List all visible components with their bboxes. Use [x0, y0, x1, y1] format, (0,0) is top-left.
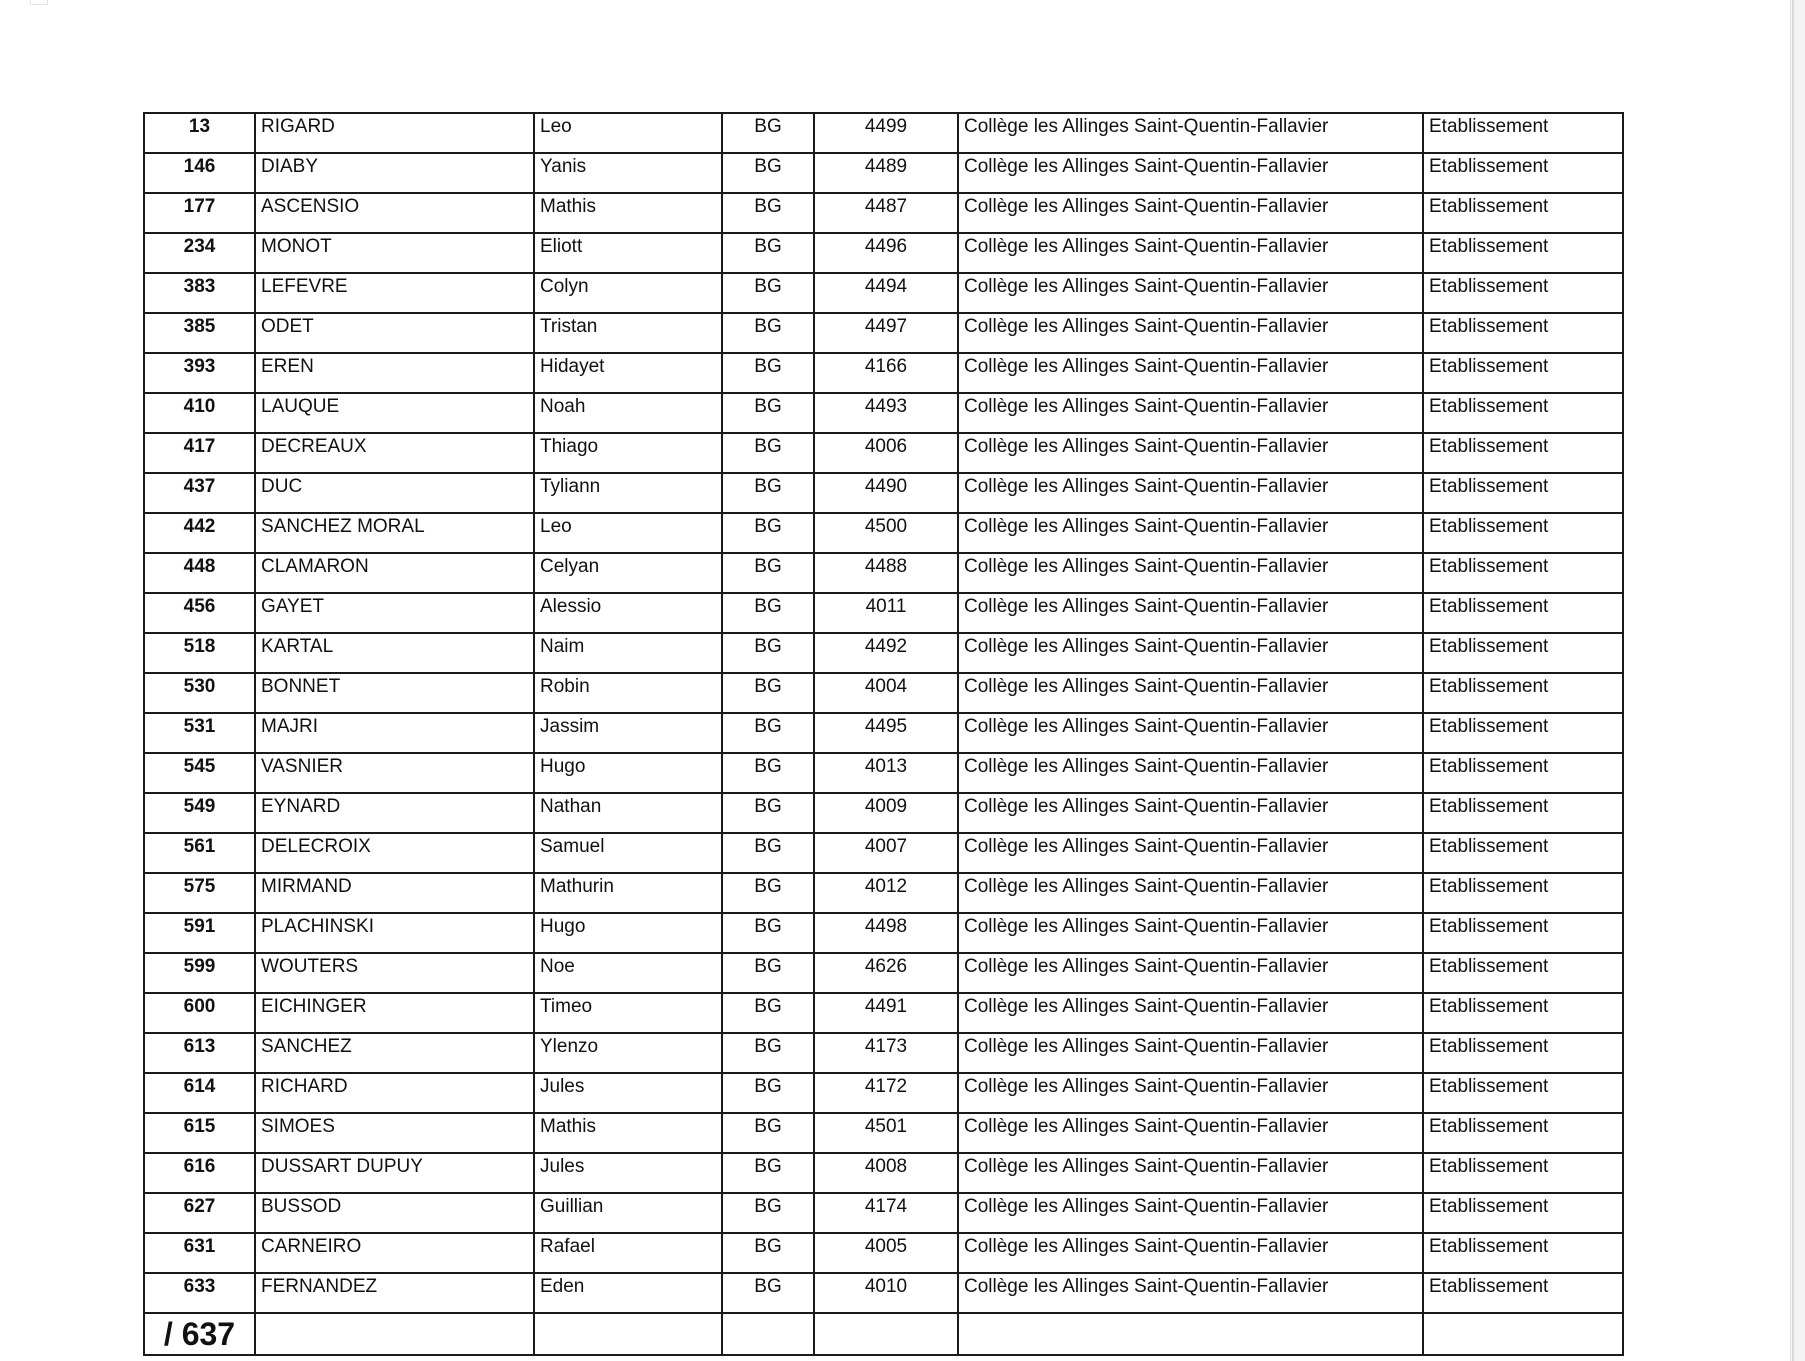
cell-category: BG	[722, 1113, 814, 1153]
cell-first-name: Celyan	[534, 553, 722, 593]
cell-bib-number: 4495	[814, 713, 958, 753]
cell-rank: 615	[144, 1113, 255, 1153]
cell-last-name: ASCENSIO	[255, 193, 534, 233]
cell-bib-number: 4499	[814, 113, 958, 153]
cell-type: Etablissement	[1423, 713, 1623, 753]
cell-school: Collège les Allinges Saint-Quentin-Fallavier	[958, 993, 1423, 1033]
cell-first-name: Jassim	[534, 713, 722, 753]
cell-bib-number: 4487	[814, 193, 958, 233]
cell-first-name: Eden	[534, 1273, 722, 1313]
cell-school: Collège les Allinges Saint-Quentin-Fallavier	[958, 1153, 1423, 1193]
cell-category: BG	[722, 113, 814, 153]
cell-school: Collège les Allinges Saint-Quentin-Fallavier	[958, 313, 1423, 353]
cell-last-name: VASNIER	[255, 753, 534, 793]
cell-rank: 518	[144, 633, 255, 673]
table-row	[144, 513, 1623, 553]
cell-type: Etablissement	[1423, 833, 1623, 873]
cell-rank: 631	[144, 1233, 255, 1273]
cell-rank: 146	[144, 153, 255, 193]
table-row	[144, 233, 1623, 273]
cell-type: Etablissement	[1423, 393, 1623, 433]
cell-last-name: MIRMAND	[255, 873, 534, 913]
cell-rank: 456	[144, 593, 255, 633]
cell-first-name: Hidayet	[534, 353, 722, 393]
cell-rank: 627	[144, 1193, 255, 1233]
table-row	[144, 833, 1623, 873]
cell-last-name: BUSSOD	[255, 1193, 534, 1233]
cell-school: Collège les Allinges Saint-Quentin-Fallavier	[958, 513, 1423, 553]
cell-first-name: Hugo	[534, 753, 722, 793]
cell-last-name: EYNARD	[255, 793, 534, 833]
cell-rank: 616	[144, 1153, 255, 1193]
cell-bib-number: 4488	[814, 553, 958, 593]
cell-type: Etablissement	[1423, 1233, 1623, 1273]
cell-category: BG	[722, 913, 814, 953]
cell-category: BG	[722, 473, 814, 513]
cell-first-name: Guillian	[534, 1193, 722, 1233]
cell-category: BG	[722, 673, 814, 713]
cell-last-name: DUC	[255, 473, 534, 513]
empty-cell	[534, 1313, 722, 1355]
table-row	[144, 1193, 1623, 1233]
cell-first-name: Rafael	[534, 1233, 722, 1273]
cell-category: BG	[722, 713, 814, 753]
cell-type: Etablissement	[1423, 673, 1623, 713]
empty-cell	[255, 1313, 534, 1355]
cell-first-name: Noe	[534, 953, 722, 993]
cell-type: Etablissement	[1423, 1073, 1623, 1113]
cell-category: BG	[722, 953, 814, 993]
cell-bib-number: 4009	[814, 793, 958, 833]
empty-cell	[1423, 1313, 1623, 1355]
cell-type: Etablissement	[1423, 513, 1623, 553]
cell-last-name: LAUQUE	[255, 393, 534, 433]
cell-last-name: ODET	[255, 313, 534, 353]
cell-last-name: LEFEVRE	[255, 273, 534, 313]
cell-school: Collège les Allinges Saint-Quentin-Fallavier	[958, 833, 1423, 873]
cell-rank: 385	[144, 313, 255, 353]
cell-school: Collège les Allinges Saint-Quentin-Fallavier	[958, 193, 1423, 233]
cell-category: BG	[722, 793, 814, 833]
table-row	[144, 113, 1623, 153]
cell-school: Collège les Allinges Saint-Quentin-Fallavier	[958, 793, 1423, 833]
cell-type: Etablissement	[1423, 353, 1623, 393]
total-count: / 637	[144, 1313, 255, 1355]
cell-rank: 633	[144, 1273, 255, 1313]
cell-bib-number: 4489	[814, 153, 958, 193]
cell-last-name: EREN	[255, 353, 534, 393]
cell-category: BG	[722, 1233, 814, 1273]
cell-category: BG	[722, 1273, 814, 1313]
table-row	[144, 353, 1623, 393]
cell-school: Collège les Allinges Saint-Quentin-Fallavier	[958, 673, 1423, 713]
cell-category: BG	[722, 513, 814, 553]
cell-rank: 613	[144, 1033, 255, 1073]
cell-last-name: SANCHEZ MORAL	[255, 513, 534, 553]
cell-bib-number: 4497	[814, 313, 958, 353]
cell-first-name: Colyn	[534, 273, 722, 313]
cell-type: Etablissement	[1423, 993, 1623, 1033]
cell-bib-number: 4010	[814, 1273, 958, 1313]
cell-school: Collège les Allinges Saint-Quentin-Fallavier	[958, 553, 1423, 593]
cell-bib-number: 4172	[814, 1073, 958, 1113]
cell-rank: 437	[144, 473, 255, 513]
cell-first-name: Yanis	[534, 153, 722, 193]
cell-school: Collège les Allinges Saint-Quentin-Fallavier	[958, 433, 1423, 473]
table-row	[144, 873, 1623, 913]
toolbar-remnant	[0, 0, 1805, 8]
cell-rank: 614	[144, 1073, 255, 1113]
empty-cell	[814, 1313, 958, 1355]
cell-type: Etablissement	[1423, 473, 1623, 513]
cell-school: Collège les Allinges Saint-Quentin-Fallavier	[958, 153, 1423, 193]
cell-school: Collège les Allinges Saint-Quentin-Fallavier	[958, 353, 1423, 393]
cell-last-name: CLAMARON	[255, 553, 534, 593]
table-row	[144, 713, 1623, 753]
cell-type: Etablissement	[1423, 233, 1623, 273]
cell-last-name: DELECROIX	[255, 833, 534, 873]
table-row	[144, 553, 1623, 593]
cell-school: Collège les Allinges Saint-Quentin-Fallavier	[958, 1033, 1423, 1073]
cell-rank: 561	[144, 833, 255, 873]
cell-school: Collège les Allinges Saint-Quentin-Fallavier	[958, 233, 1423, 273]
cell-bib-number: 4008	[814, 1153, 958, 1193]
cell-bib-number: 4491	[814, 993, 958, 1033]
cell-category: BG	[722, 833, 814, 873]
results-table	[143, 112, 1624, 1356]
cell-bib-number: 4013	[814, 753, 958, 793]
cell-first-name: Jules	[534, 1153, 722, 1193]
cell-rank: 393	[144, 353, 255, 393]
cell-rank: 383	[144, 273, 255, 313]
cell-bib-number: 4007	[814, 833, 958, 873]
table-row	[144, 993, 1623, 1033]
document-icon	[30, 0, 48, 5]
table-row	[144, 1153, 1623, 1193]
cell-school: Collège les Allinges Saint-Quentin-Fallavier	[958, 873, 1423, 913]
cell-bib-number: 4490	[814, 473, 958, 513]
cell-school: Collège les Allinges Saint-Quentin-Fallavier	[958, 633, 1423, 673]
cell-bib-number: 4006	[814, 433, 958, 473]
cell-last-name: MONOT	[255, 233, 534, 273]
table-row	[144, 1273, 1623, 1313]
cell-first-name: Eliott	[534, 233, 722, 273]
cell-last-name: DECREAUX	[255, 433, 534, 473]
cell-last-name: SANCHEZ	[255, 1033, 534, 1073]
cell-rank: 575	[144, 873, 255, 913]
cell-rank: 410	[144, 393, 255, 433]
cell-type: Etablissement	[1423, 1193, 1623, 1233]
table-row	[144, 273, 1623, 313]
cell-last-name: PLACHINSKI	[255, 913, 534, 953]
cell-last-name: WOUTERS	[255, 953, 534, 993]
cell-first-name: Mathurin	[534, 873, 722, 913]
cell-last-name: RIGARD	[255, 113, 534, 153]
cell-bib-number: 4004	[814, 673, 958, 713]
cell-type: Etablissement	[1423, 913, 1623, 953]
cell-bib-number: 4493	[814, 393, 958, 433]
cell-bib-number: 4500	[814, 513, 958, 553]
cell-category: BG	[722, 433, 814, 473]
cell-first-name: Ylenzo	[534, 1033, 722, 1073]
cell-type: Etablissement	[1423, 553, 1623, 593]
table-row	[144, 953, 1623, 993]
cell-rank: 531	[144, 713, 255, 753]
empty-cell	[958, 1313, 1423, 1355]
cell-bib-number: 4498	[814, 913, 958, 953]
cell-school: Collège les Allinges Saint-Quentin-Fallavier	[958, 753, 1423, 793]
cell-first-name: Robin	[534, 673, 722, 713]
cell-first-name: Mathis	[534, 193, 722, 233]
cell-category: BG	[722, 233, 814, 273]
table-row	[144, 313, 1623, 353]
cell-school: Collège les Allinges Saint-Quentin-Fallavier	[958, 393, 1423, 433]
cell-type: Etablissement	[1423, 193, 1623, 233]
cell-first-name: Timeo	[534, 993, 722, 1033]
empty-cell	[722, 1313, 814, 1355]
cell-school: Collège les Allinges Saint-Quentin-Fallavier	[958, 1113, 1423, 1153]
cell-category: BG	[722, 1193, 814, 1233]
cell-school: Collège les Allinges Saint-Quentin-Fallavier	[958, 1073, 1423, 1113]
scrollbar[interactable]	[1790, 0, 1805, 1361]
table-row	[144, 913, 1623, 953]
cell-bib-number: 4005	[814, 1233, 958, 1273]
cell-category: BG	[722, 753, 814, 793]
cell-first-name: Leo	[534, 513, 722, 553]
cell-first-name: Thiago	[534, 433, 722, 473]
cell-first-name: Noah	[534, 393, 722, 433]
cell-category: BG	[722, 393, 814, 433]
cell-school: Collège les Allinges Saint-Quentin-Fallavier	[958, 913, 1423, 953]
table-row	[144, 1113, 1623, 1153]
cell-rank: 599	[144, 953, 255, 993]
cell-last-name: MAJRI	[255, 713, 534, 753]
cell-type: Etablissement	[1423, 633, 1623, 673]
cell-bib-number: 4492	[814, 633, 958, 673]
table-row	[144, 793, 1623, 833]
cell-first-name: Leo	[534, 113, 722, 153]
cell-last-name: EICHINGER	[255, 993, 534, 1033]
table-row	[144, 1073, 1623, 1113]
cell-last-name: CARNEIRO	[255, 1233, 534, 1273]
cell-school: Collège les Allinges Saint-Quentin-Fallavier	[958, 1193, 1423, 1233]
cell-category: BG	[722, 353, 814, 393]
cell-type: Etablissement	[1423, 953, 1623, 993]
table-row	[144, 393, 1623, 433]
cell-category: BG	[722, 193, 814, 233]
cell-rank: 549	[144, 793, 255, 833]
table-footer-row	[144, 1313, 1623, 1355]
cell-type: Etablissement	[1423, 1153, 1623, 1193]
cell-type: Etablissement	[1423, 1273, 1623, 1313]
cell-category: BG	[722, 993, 814, 1033]
cell-category: BG	[722, 313, 814, 353]
cell-rank: 530	[144, 673, 255, 713]
cell-last-name: SIMOES	[255, 1113, 534, 1153]
cell-last-name: DIABY	[255, 153, 534, 193]
cell-type: Etablissement	[1423, 1113, 1623, 1153]
cell-category: BG	[722, 153, 814, 193]
cell-last-name: RICHARD	[255, 1073, 534, 1113]
cell-category: BG	[722, 1153, 814, 1193]
cell-school: Collège les Allinges Saint-Quentin-Fallavier	[958, 713, 1423, 753]
table-row	[144, 633, 1623, 673]
cell-last-name: KARTAL	[255, 633, 534, 673]
cell-rank: 417	[144, 433, 255, 473]
table-row	[144, 593, 1623, 633]
cell-first-name: Tristan	[534, 313, 722, 353]
cell-rank: 591	[144, 913, 255, 953]
cell-type: Etablissement	[1423, 313, 1623, 353]
table-row	[144, 473, 1623, 513]
cell-first-name: Alessio	[534, 593, 722, 633]
cell-last-name: BONNET	[255, 673, 534, 713]
cell-bib-number: 4496	[814, 233, 958, 273]
cell-category: BG	[722, 553, 814, 593]
table-row	[144, 1033, 1623, 1073]
cell-rank: 448	[144, 553, 255, 593]
table-row	[144, 193, 1623, 233]
cell-school: Collège les Allinges Saint-Quentin-Fallavier	[958, 473, 1423, 513]
cell-first-name: Tyliann	[534, 473, 722, 513]
cell-last-name: FERNANDEZ	[255, 1273, 534, 1313]
scrollbar-edge	[1792, 0, 1794, 1361]
cell-school: Collège les Allinges Saint-Quentin-Fallavier	[958, 113, 1423, 153]
cell-category: BG	[722, 873, 814, 913]
cell-school: Collège les Allinges Saint-Quentin-Fallavier	[958, 593, 1423, 633]
cell-bib-number: 4012	[814, 873, 958, 913]
table-row	[144, 673, 1623, 713]
cell-rank: 442	[144, 513, 255, 553]
cell-first-name: Jules	[534, 1073, 722, 1113]
cell-bib-number: 4501	[814, 1113, 958, 1153]
cell-type: Etablissement	[1423, 593, 1623, 633]
cell-category: BG	[722, 1033, 814, 1073]
cell-rank: 234	[144, 233, 255, 273]
cell-school: Collège les Allinges Saint-Quentin-Fallavier	[958, 1273, 1423, 1313]
cell-bib-number: 4626	[814, 953, 958, 993]
cell-bib-number: 4174	[814, 1193, 958, 1233]
results-table-body	[144, 113, 1623, 1355]
cell-bib-number: 4011	[814, 593, 958, 633]
cell-type: Etablissement	[1423, 873, 1623, 913]
cell-first-name: Mathis	[534, 1113, 722, 1153]
cell-category: BG	[722, 273, 814, 313]
cell-bib-number: 4166	[814, 353, 958, 393]
cell-bib-number: 4494	[814, 273, 958, 313]
cell-type: Etablissement	[1423, 113, 1623, 153]
table-row	[144, 433, 1623, 473]
cell-rank: 177	[144, 193, 255, 233]
table-row	[144, 153, 1623, 193]
cell-type: Etablissement	[1423, 793, 1623, 833]
cell-first-name: Hugo	[534, 913, 722, 953]
cell-last-name: GAYET	[255, 593, 534, 633]
cell-type: Etablissement	[1423, 153, 1623, 193]
cell-first-name: Samuel	[534, 833, 722, 873]
cell-school: Collège les Allinges Saint-Quentin-Fallavier	[958, 1233, 1423, 1273]
cell-bib-number: 4173	[814, 1033, 958, 1073]
cell-type: Etablissement	[1423, 273, 1623, 313]
cell-type: Etablissement	[1423, 433, 1623, 473]
cell-rank: 545	[144, 753, 255, 793]
cell-category: BG	[722, 1073, 814, 1113]
cell-school: Collège les Allinges Saint-Quentin-Fallavier	[958, 953, 1423, 993]
cell-type: Etablissement	[1423, 753, 1623, 793]
cell-last-name: DUSSART DUPUY	[255, 1153, 534, 1193]
cell-first-name: Nathan	[534, 793, 722, 833]
cell-category: BG	[722, 593, 814, 633]
table-row	[144, 753, 1623, 793]
cell-category: BG	[722, 633, 814, 673]
cell-rank: 600	[144, 993, 255, 1033]
cell-first-name: Naim	[534, 633, 722, 673]
cell-school: Collège les Allinges Saint-Quentin-Fallavier	[958, 273, 1423, 313]
cell-type: Etablissement	[1423, 1033, 1623, 1073]
cell-rank: 13	[144, 113, 255, 153]
table-row	[144, 1233, 1623, 1273]
